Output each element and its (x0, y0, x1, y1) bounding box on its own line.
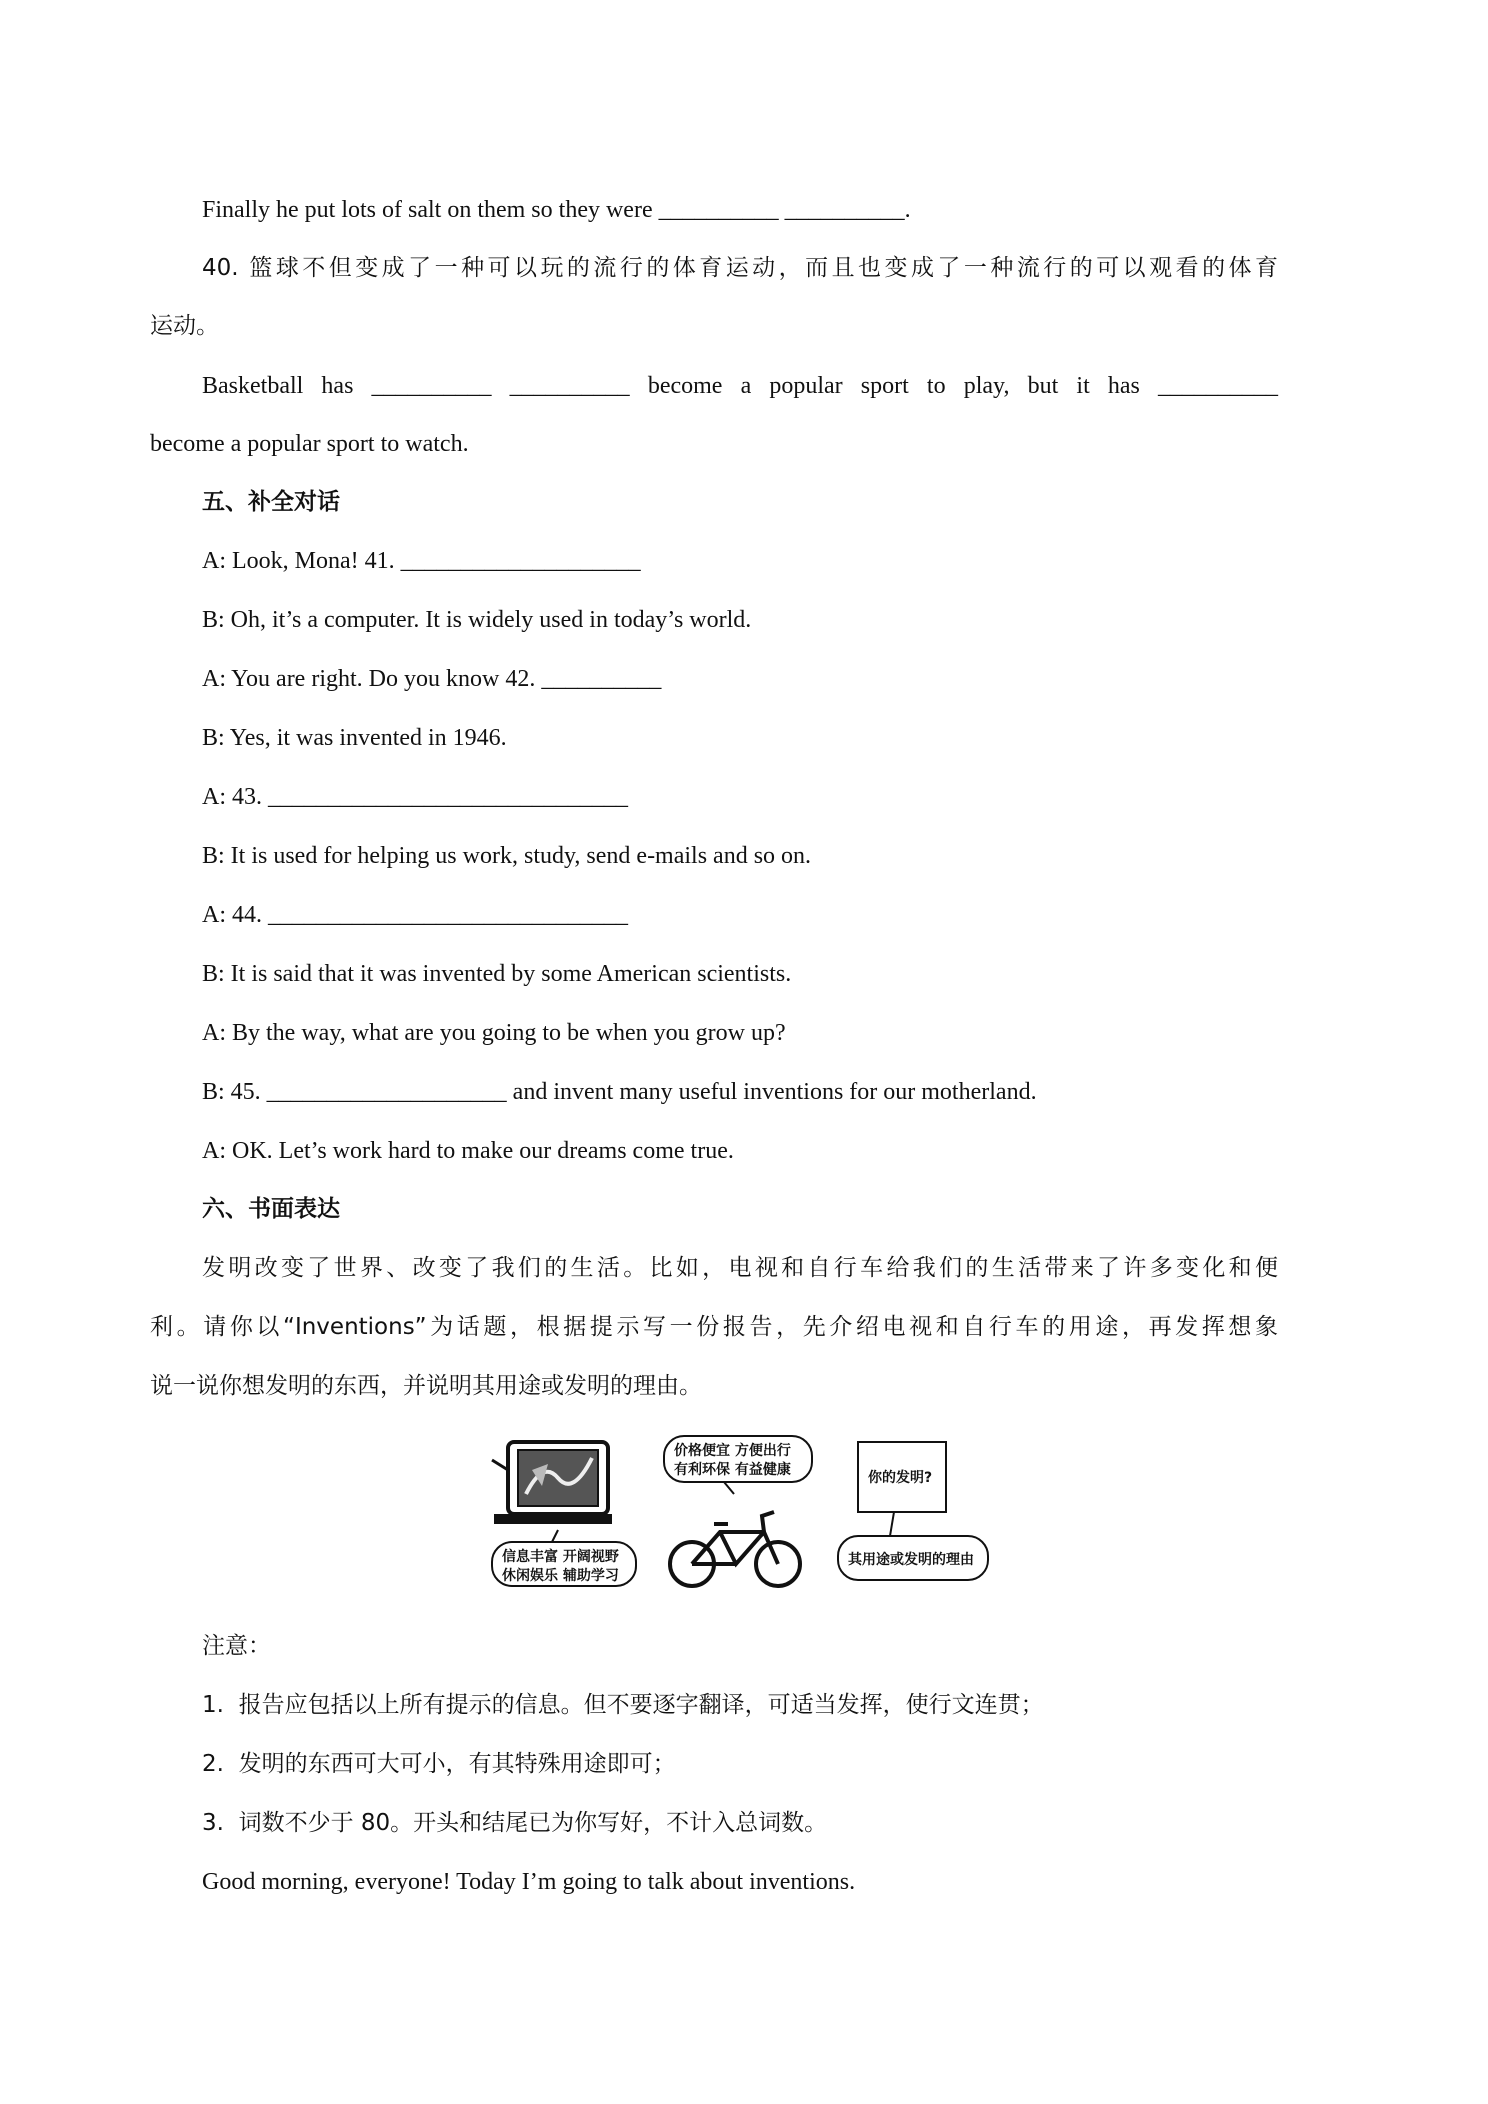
section-heading-writing: 六、书面表达 (202, 1196, 340, 1222)
dialogue-line: A: OK. Let’s work hard to make our dreams come true. (202, 1138, 734, 1164)
notes-label: 注意： (202, 1633, 271, 1659)
dialogue-line: A: 43. ______________________________ (202, 784, 628, 810)
bicycle-picture (670, 1512, 800, 1586)
television-picture (492, 1442, 612, 1524)
writing-prompt-figure (488, 1430, 1000, 1590)
text-line: become a popular sport to watch. (150, 431, 469, 457)
tv-bubble-text: 休闲娱乐 辅助学习 (502, 1568, 619, 1584)
dialogue-line: B: Oh, it’s a computer. It is widely used in today’s world. (202, 607, 752, 633)
section-heading-dialogue: 五、补全对话 (202, 489, 340, 515)
dialogue-line: A: Look, Mona! 41. ____________________ (202, 548, 641, 574)
invention-box (858, 1442, 946, 1536)
question-40-english: Basketball has __________ __________ become a popular sport to play, but it has __________ (202, 373, 1278, 399)
question-40-chinese: 40. 篮球不但变成了一种可以玩的流行的体育运动，而且也变成了一种流行的可以观看的体育 (202, 255, 1278, 281)
dialogue-line: A: You are right. Do you know 42. __________ (202, 666, 662, 692)
invention-reason-bubble (838, 1536, 988, 1580)
dialogue-line: A: By the way, what are you going to be when you grow up? (202, 1020, 786, 1046)
writing-prompt-line: 发明改变了世界、改变了我们的生活。比如，电视和自行车给我们的生活带来了许多变化和便 (202, 1255, 1278, 1281)
note-item: 3. 词数不少于 80。开头和结尾已为你写好，不计入总词数。 (202, 1810, 828, 1836)
invention-box-text: 你的发明? (868, 1470, 933, 1486)
dialogue-line: B: Yes, it was invented in 1946. (202, 725, 507, 751)
bike-bubble-text: 价格便宜 方便出行 (674, 1443, 791, 1459)
tv-uses-bubble (492, 1530, 636, 1586)
bike-bubble-text: 有利环保 有益健康 (674, 1462, 791, 1478)
writing-prompt-line: 说一说你想发明的东西，并说明其用途或发明的理由。 (150, 1373, 702, 1399)
essay-opening: Good morning, everyone! Today I’m going to talk about inventions. (202, 1869, 856, 1895)
dialogue-line: B: 45. ____________________ and invent many useful inventions for our motherland. (202, 1079, 1037, 1105)
dialogue-line: B: It is said that it was invented by some American scientists. (202, 961, 792, 987)
writing-prompt-line: 利。请你以“Inventions”为话题，根据提示写一份报告，先介绍电视和自行车的用途，再发挥想象 (150, 1314, 1278, 1340)
note-item: 1. 报告应包括以上所有提示的信息。但不要逐字翻译，可适当发挥，使行文连贯； (202, 1692, 1044, 1718)
dialogue-line: B: It is used for helping us work, study, send e-mails and so on. (202, 843, 812, 869)
invention-bubble-text: 其用途或发明的理由 (848, 1552, 974, 1568)
tv-bubble-text: 信息丰富 开阔视野 (502, 1549, 619, 1565)
text-line: 运动。 (150, 313, 219, 339)
bike-uses-bubble (664, 1436, 812, 1494)
text-line: Finally he put lots of salt on them so they were __________ __________. (202, 197, 911, 223)
dialogue-line: A: 44. ______________________________ (202, 902, 628, 928)
note-item: 2. 发明的东西可大可小，有其特殊用途即可； (202, 1751, 676, 1777)
